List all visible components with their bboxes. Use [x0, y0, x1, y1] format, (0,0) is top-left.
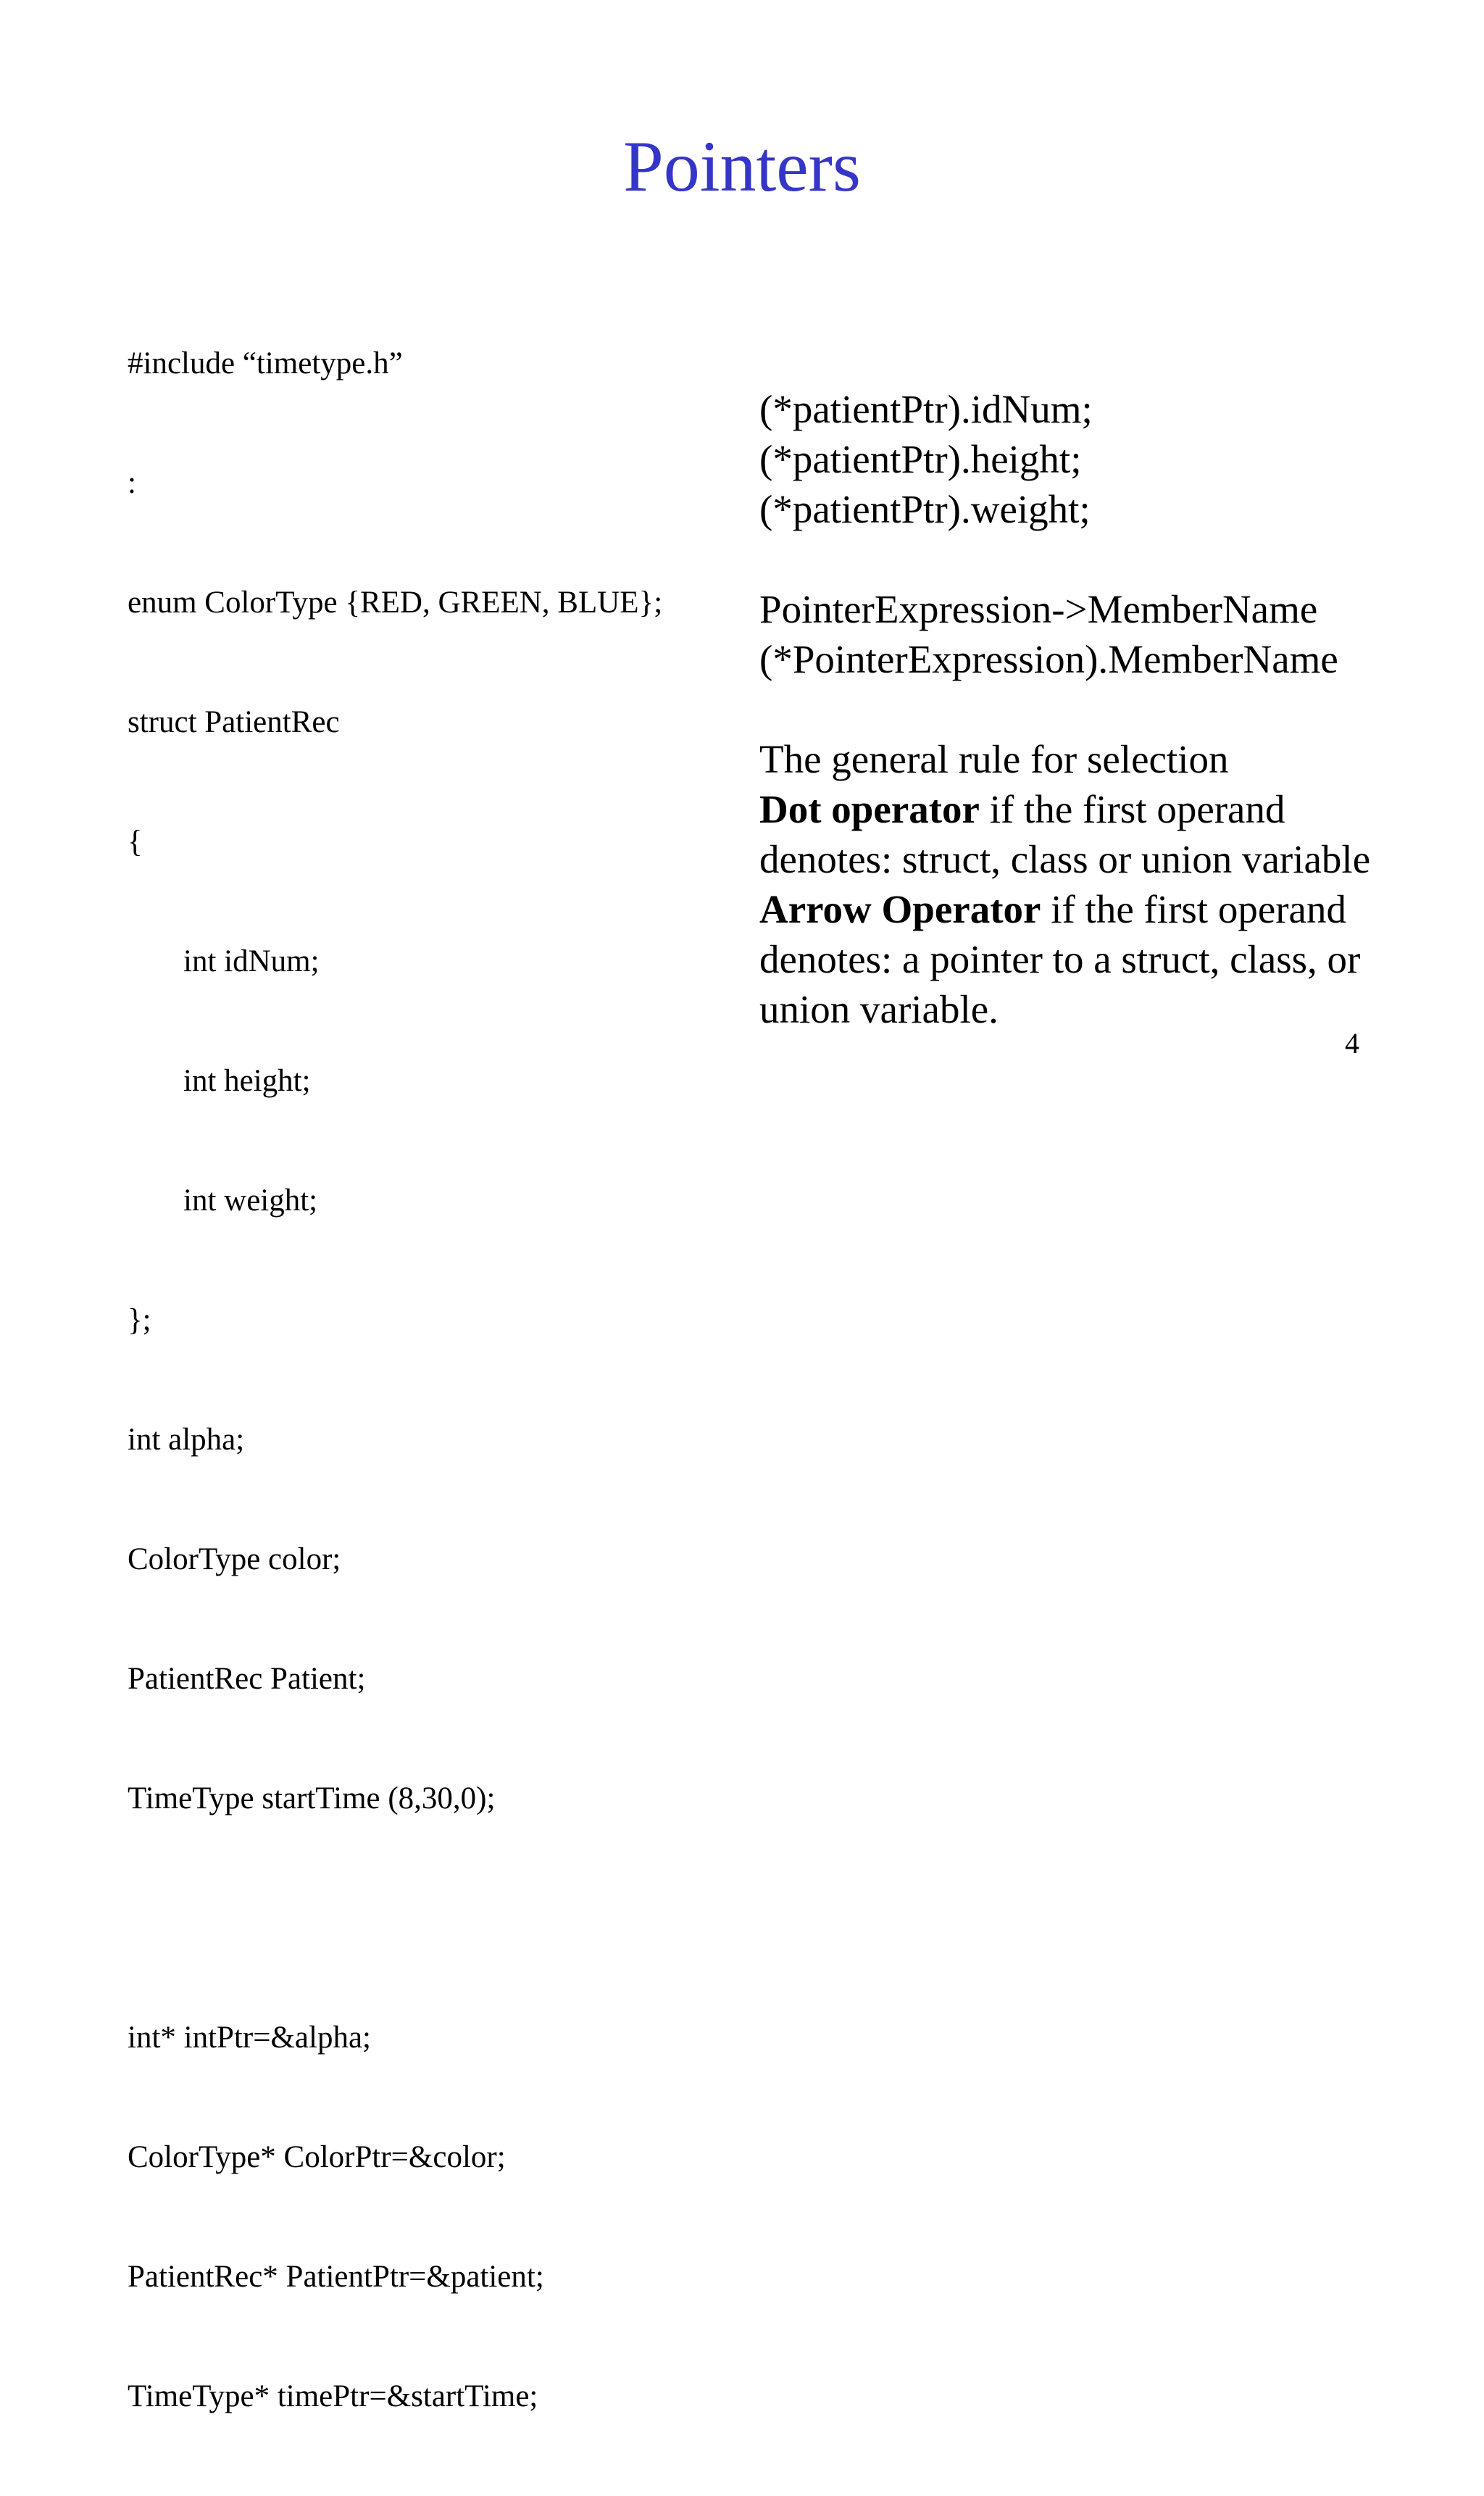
explanation-panel: [759, 384, 1455, 1034]
dot-rule-text: if the first operand: [979, 787, 1285, 831]
code-line-close-brace: };: [128, 1303, 151, 1337]
code-line-patient: PatientRec Patient;: [128, 1662, 366, 1696]
code-line-struct: struct PatientRec: [128, 705, 340, 739]
arrow-syntax: PointerExpression->MemberName: [759, 587, 1318, 631]
code-line-idnum: int idNum;: [183, 944, 320, 978]
member-access-height: (*patientPtr).height;: [759, 437, 1082, 481]
arrow-rule-line: [759, 884, 1455, 934]
code-line-open-brace: {: [128, 825, 143, 859]
page-number: 4: [1345, 1027, 1359, 1060]
dot-rule-line-2: denotes: struct, class or union variable: [759, 837, 1371, 881]
code-line-include: #include “timetype.h”: [128, 346, 403, 380]
code-line-alpha: int alpha;: [128, 1423, 245, 1457]
arrow-rule-line-2: denotes: a pointer to a struct, class, or: [759, 937, 1361, 981]
member-access-weight: (*patientPtr).weight;: [759, 487, 1091, 531]
dot-rule-line: [759, 784, 1455, 834]
code-listing: [128, 264, 662, 2496]
code-line-timeptr: TimeType* timePtr=&startTime;: [128, 2379, 538, 2413]
spacer: [759, 534, 1455, 584]
code-line-weight: int weight;: [183, 1183, 318, 1218]
slide-title: Pointers: [623, 126, 861, 207]
code-line-enum: enum ColorType {RED, GREEN, BLUE};: [128, 586, 663, 620]
arrow-rule-text: if the first operand: [1041, 887, 1346, 931]
dot-syntax: (*PointerExpression).MemberName: [759, 637, 1338, 681]
spacer: [759, 684, 1455, 734]
arrow-operator-term: Arrow Operator: [759, 887, 1041, 931]
code-line-height: int height;: [183, 1064, 311, 1098]
member-access-idnum: (*patientPtr).idNum;: [759, 387, 1093, 431]
code-line-ellipsis: :: [128, 466, 136, 500]
arrow-rule-line-3: union variable.: [759, 987, 999, 1031]
code-line-starttime: TimeType startTime (8,30,0);: [128, 1781, 496, 1815]
code-line-color: ColorType color;: [128, 1542, 341, 1576]
code-line-intptr: int* intPtr=&alpha;: [128, 2021, 371, 2055]
code-line-patientptr: PatientRec* PatientPtr=&patient;: [128, 2260, 544, 2294]
code-line-colorptr: ColorType* ColorPtr=&color;: [128, 2140, 506, 2174]
dot-operator-term: Dot operator: [759, 787, 980, 831]
rule-heading: The general rule for selection: [759, 737, 1229, 781]
code-line-blank: [128, 1898, 662, 1938]
